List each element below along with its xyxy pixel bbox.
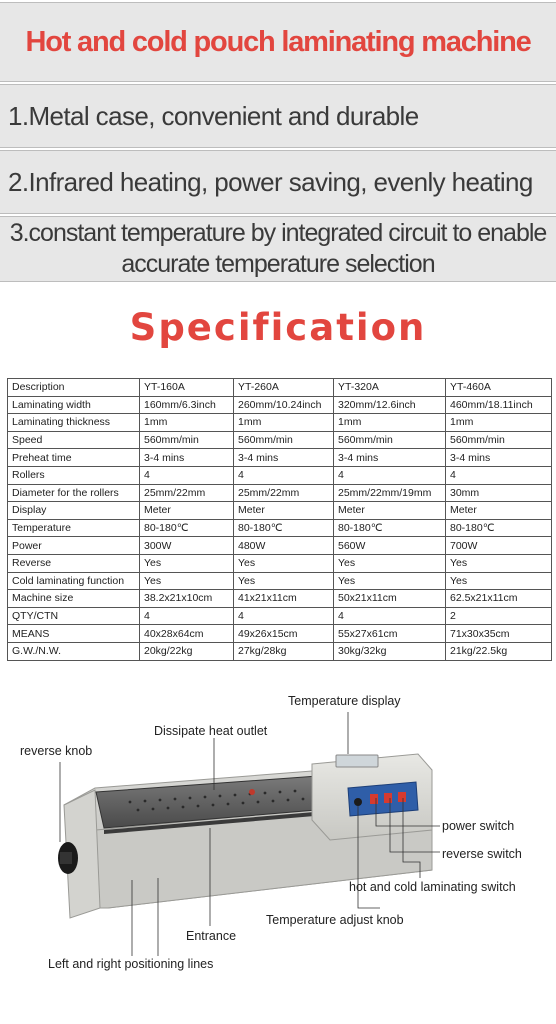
callout-hot-cold-switch: hot and cold laminating switch <box>349 880 516 894</box>
callout-reverse-knob: reverse knob <box>20 744 93 758</box>
spec-value-cell: 3-4 mins <box>140 449 234 467</box>
spec-label-cell: Preheat time <box>8 449 140 467</box>
spec-label-cell: Reverse <box>8 554 140 572</box>
table-row <box>8 414 552 432</box>
spec-value-cell: 1mm <box>334 414 446 432</box>
title-banner <box>0 2 556 82</box>
spec-value-cell: Yes <box>334 554 446 572</box>
feature-text: 3.constant temperature by integrated circuit to enable <box>9 219 547 247</box>
spec-label-cell: Cold laminating function <box>8 572 140 590</box>
feature-text: 2.Infrared heating, power saving, evenly heating <box>8 166 533 197</box>
temperature-display-window <box>336 755 378 767</box>
spec-label-cell: MEANS <box>8 625 140 643</box>
callout-dissipate-heat-outlet: Dissipate heat outlet <box>154 724 268 738</box>
spec-value-cell: 38.2x21x10cm <box>140 590 234 608</box>
spec-label-cell: Laminating width <box>8 396 140 414</box>
spec-value-cell: 460mm/18.11inch <box>446 396 552 414</box>
feature-band-2 <box>0 150 556 214</box>
spec-value-cell: Meter <box>140 502 234 520</box>
spec-value-cell: Yes <box>140 572 234 590</box>
spec-value-cell: 55x27x61cm <box>334 625 446 643</box>
spec-value-cell: 160mm/6.3inch <box>140 396 234 414</box>
spec-value-cell: 49x26x15cm <box>234 625 334 643</box>
spec-value-cell: Yes <box>140 554 234 572</box>
spec-value-cell: 3-4 mins <box>334 449 446 467</box>
spec-label-cell: Speed <box>8 431 140 449</box>
spec-value-cell: 4 <box>140 607 234 625</box>
spec-value-cell: 62.5x21x11cm <box>446 590 552 608</box>
spec-value-cell: 260mm/10.24inch <box>234 396 334 414</box>
hot-cold-switch-icon[interactable] <box>398 792 406 802</box>
table-row <box>8 396 552 414</box>
spec-label-cell: Temperature <box>8 519 140 537</box>
spec-value-cell: 560mm/min <box>446 431 552 449</box>
spec-value-cell: 80-180℃ <box>446 519 552 537</box>
spec-label-cell: Diameter for the rollers <box>8 484 140 502</box>
spec-value-cell: 4 <box>234 466 334 484</box>
spec-value-cell: Yes <box>334 572 446 590</box>
spec-label-cell: Display <box>8 502 140 520</box>
spec-value-cell: YT-460A <box>446 379 552 397</box>
callout-reverse-switch: reverse switch <box>442 847 522 861</box>
spec-value-cell: YT-320A <box>334 379 446 397</box>
spec-value-cell: 27kg/28kg <box>234 642 334 660</box>
spec-label-cell: Laminating thickness <box>8 414 140 432</box>
spec-value-cell: 50x21x11cm <box>334 590 446 608</box>
callout-power-switch: power switch <box>442 819 515 833</box>
table-row <box>8 590 552 608</box>
spec-value-cell: 80-180℃ <box>140 519 234 537</box>
spec-value-cell: 20kg/22kg <box>140 642 234 660</box>
table-row <box>8 554 552 572</box>
spec-value-cell: 320mm/12.6inch <box>334 396 446 414</box>
spec-value-cell: 700W <box>446 537 552 555</box>
spec-value-cell: 40x28x64cm <box>140 625 234 643</box>
spec-value-cell: Meter <box>446 502 552 520</box>
spec-value-cell: YT-160A <box>140 379 234 397</box>
spec-value-cell: Yes <box>446 572 552 590</box>
page-title: Hot and cold pouch laminating machine <box>25 25 531 58</box>
spec-value-cell: 1mm <box>234 414 334 432</box>
callout-temperature-adjust-knob: Temperature adjust knob <box>266 913 404 927</box>
spec-value-cell: 560mm/min <box>140 431 234 449</box>
feature-text: accurate temperature selection <box>121 250 435 278</box>
table-row <box>8 449 552 467</box>
callout-entrance: Entrance <box>186 929 237 943</box>
spec-value-cell: 30mm <box>446 484 552 502</box>
spec-value-cell: Yes <box>446 554 552 572</box>
spec-value-cell: 30kg/32kg <box>334 642 446 660</box>
spec-value-cell: 560W <box>334 537 446 555</box>
table-row <box>8 484 552 502</box>
spec-value-cell: YT-260A <box>234 379 334 397</box>
table-header-row <box>8 379 552 397</box>
spec-value-cell: 4 <box>446 466 552 484</box>
spec-label-cell: G.W./N.W. <box>8 642 140 660</box>
spec-value-cell: 21kg/22.5kg <box>446 642 552 660</box>
feature-text: 1.Metal case, convenient and durable <box>8 100 419 131</box>
spec-value-cell: 41x21x11cm <box>234 590 334 608</box>
temperature-adjust-knob-icon[interactable] <box>354 798 362 806</box>
spec-value-cell: 80-180℃ <box>334 519 446 537</box>
table-row <box>8 431 552 449</box>
spec-value-cell: 3-4 mins <box>234 449 334 467</box>
spec-value-cell: Yes <box>234 572 334 590</box>
table-row <box>8 537 552 555</box>
specification-heading: Specification <box>129 306 427 349</box>
spec-value-cell: Meter <box>234 502 334 520</box>
spec-value-cell: 80-180℃ <box>234 519 334 537</box>
feature-band-1 <box>0 84 556 148</box>
power-switch-icon[interactable] <box>370 794 378 804</box>
table-row <box>8 572 552 590</box>
table-row <box>8 642 552 660</box>
spec-value-cell: Yes <box>234 554 334 572</box>
spec-value-cell: 1mm <box>446 414 552 432</box>
callout-positioning-lines: Left and right positioning lines <box>48 957 214 971</box>
spec-value-cell: 480W <box>234 537 334 555</box>
spec-value-cell: 3-4 mins <box>446 449 552 467</box>
spec-value-cell: 4 <box>234 607 334 625</box>
spec-value-cell: 4 <box>140 466 234 484</box>
spec-value-cell: 25mm/22mm <box>140 484 234 502</box>
table-row <box>8 607 552 625</box>
spec-value-cell: 2 <box>446 607 552 625</box>
spec-label-cell: Rollers <box>8 466 140 484</box>
spec-label-cell: Machine size <box>8 590 140 608</box>
spec-value-cell: 71x30x35cm <box>446 625 552 643</box>
spec-value-cell: 560mm/min <box>334 431 446 449</box>
spec-value-cell: 25mm/22mm/19mm <box>334 484 446 502</box>
spec-label-cell: Description <box>8 379 140 397</box>
spec-label-cell: Power <box>8 537 140 555</box>
spec-value-cell: 1mm <box>140 414 234 432</box>
spec-label-cell: QTY/CTN <box>8 607 140 625</box>
feature-band-3 <box>0 216 556 282</box>
table-row <box>8 466 552 484</box>
indicator-dot <box>249 789 255 795</box>
table-row <box>8 625 552 643</box>
spec-value-cell: 300W <box>140 537 234 555</box>
spec-value-cell: 560mm/min <box>234 431 334 449</box>
specification-table <box>7 378 552 661</box>
callout-temperature-display: Temperature display <box>288 694 401 708</box>
reverse-switch-icon[interactable] <box>384 793 392 803</box>
machine-diagram <box>0 680 556 1024</box>
table-row <box>8 502 552 520</box>
spec-value-cell: 4 <box>334 466 446 484</box>
spec-value-cell: 25mm/22mm <box>234 484 334 502</box>
table-row <box>8 519 552 537</box>
spec-value-cell: Meter <box>334 502 446 520</box>
spec-value-cell: 4 <box>334 607 446 625</box>
